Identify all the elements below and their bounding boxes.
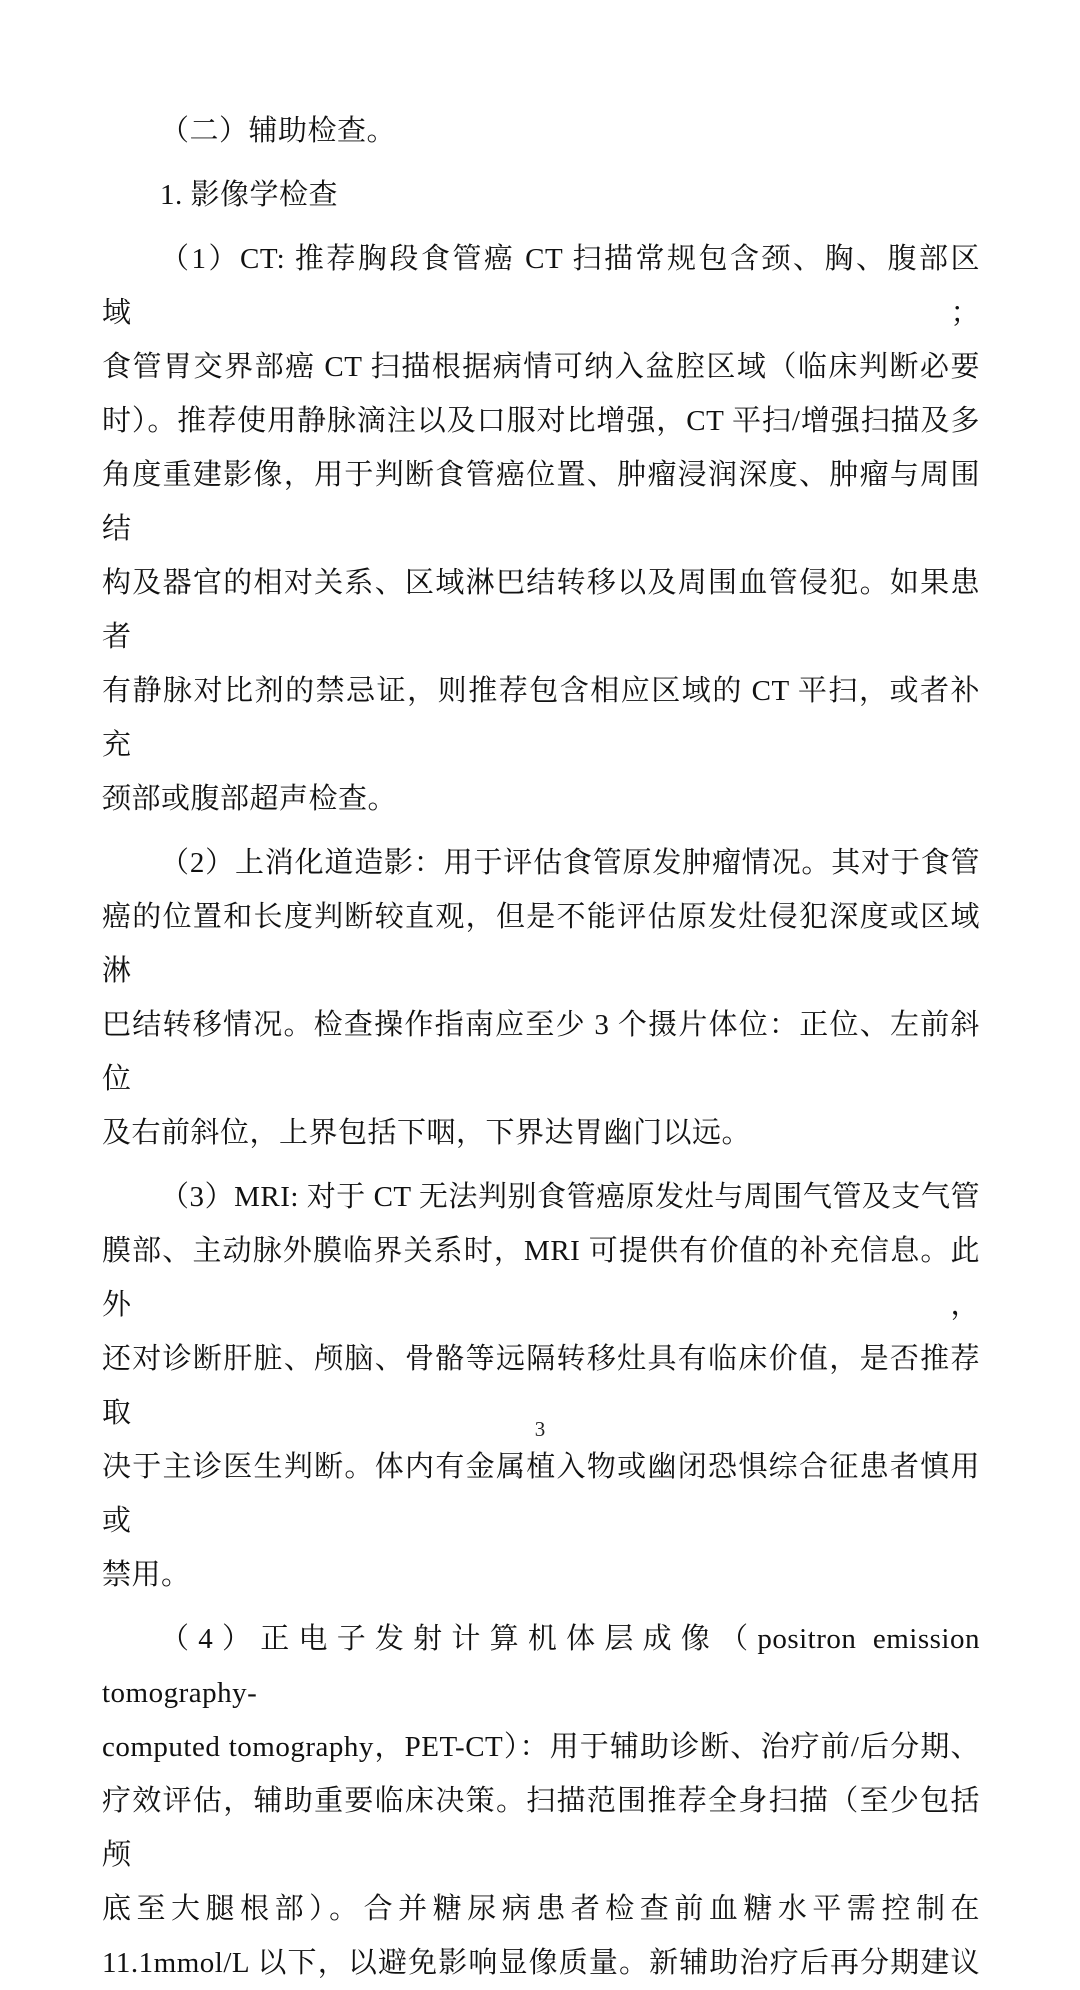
text-line: 食管胃交界部癌 CT 扫描根据病情可纳入盆腔区域（临床判断必要 — [102, 351, 980, 383]
document-body — [102, 104, 980, 1990]
section-heading: （二）辅助检查。 — [160, 115, 397, 147]
text-line: 禁用。 — [102, 1559, 191, 1591]
text-line: 底至大腿根部）。合并糖尿病患者检查前血糖水平需控制在 — [102, 1893, 980, 1925]
text-line: （4）正电子发射计算机体层成像（positron emission tomography- — [102, 1623, 980, 1709]
text-line: 角度重建影像，用于判断食管癌位置、肿瘤浸润深度、肿瘤与周围结 — [102, 459, 980, 545]
text-line: 11.1mmol/L 以下，以避免影响显像质量。新辅助治疗后再分期建议 — [102, 1947, 980, 1979]
text-line: 有静脉对比剂的禁忌证，则推荐包含相应区域的 CT 平扫，或者补充 — [102, 675, 980, 761]
paragraph-mri — [102, 1170, 980, 1602]
text-line: 及右前斜位，上界包括下咽，下界达胃幽门以远。 — [102, 1117, 752, 1149]
paragraph-pet-ct — [102, 1612, 980, 1990]
text-line: 构及器官的相对关系、区域淋巴结转移以及周围血管侵犯。如果患者 — [102, 567, 980, 653]
text-line: 还对诊断肝脏、颅脑、骨骼等远隔转移灶具有临床价值，是否推荐取 — [102, 1343, 980, 1429]
text-line: 颈部或腹部超声检查。 — [102, 783, 398, 815]
text-line: 时）。推荐使用静脉滴注以及口服对比增强，CT 平扫/增强扫描及多 — [102, 405, 980, 437]
subsection-heading: 1. 影像学检查 — [160, 179, 339, 211]
text-line: （3）MRI: 对于 CT 无法判别食管癌原发灶与周围气管及支气管 — [160, 1181, 980, 1213]
text-line: 巴结转移情况。检查操作指南应至少 3 个摄片体位：正位、左前斜位 — [102, 1009, 980, 1095]
text-line: 决于主诊医生判断。体内有金属植入物或幽闭恐惧综合征患者慎用或 — [102, 1451, 980, 1537]
text-line: （2）上消化道造影：用于评估食管原发肿瘤情况。其对于食管 — [160, 847, 980, 879]
text-line: 膜部、主动脉外膜临界关系时，MRI 可提供有价值的补充信息。此外， — [102, 1235, 980, 1321]
text-line: （1）CT: 推荐胸段食管癌 CT 扫描常规包含颈、胸、腹部区域； — [102, 243, 980, 329]
text-line: 癌的位置和长度判断较直观，但是不能评估原发灶侵犯深度或区域淋 — [102, 901, 980, 987]
paragraph-upper-gi-contrast — [102, 836, 980, 1160]
paragraph-ct — [102, 232, 980, 826]
page-number: 3 — [534, 1417, 546, 1441]
text-line: computed tomography，PET-CT）：用于辅助诊断、治疗前/后分期、 — [102, 1731, 980, 1763]
text-line: 疗效评估，辅助重要临床决策。扫描范围推荐全身扫描（至少包括颅 — [102, 1785, 980, 1871]
